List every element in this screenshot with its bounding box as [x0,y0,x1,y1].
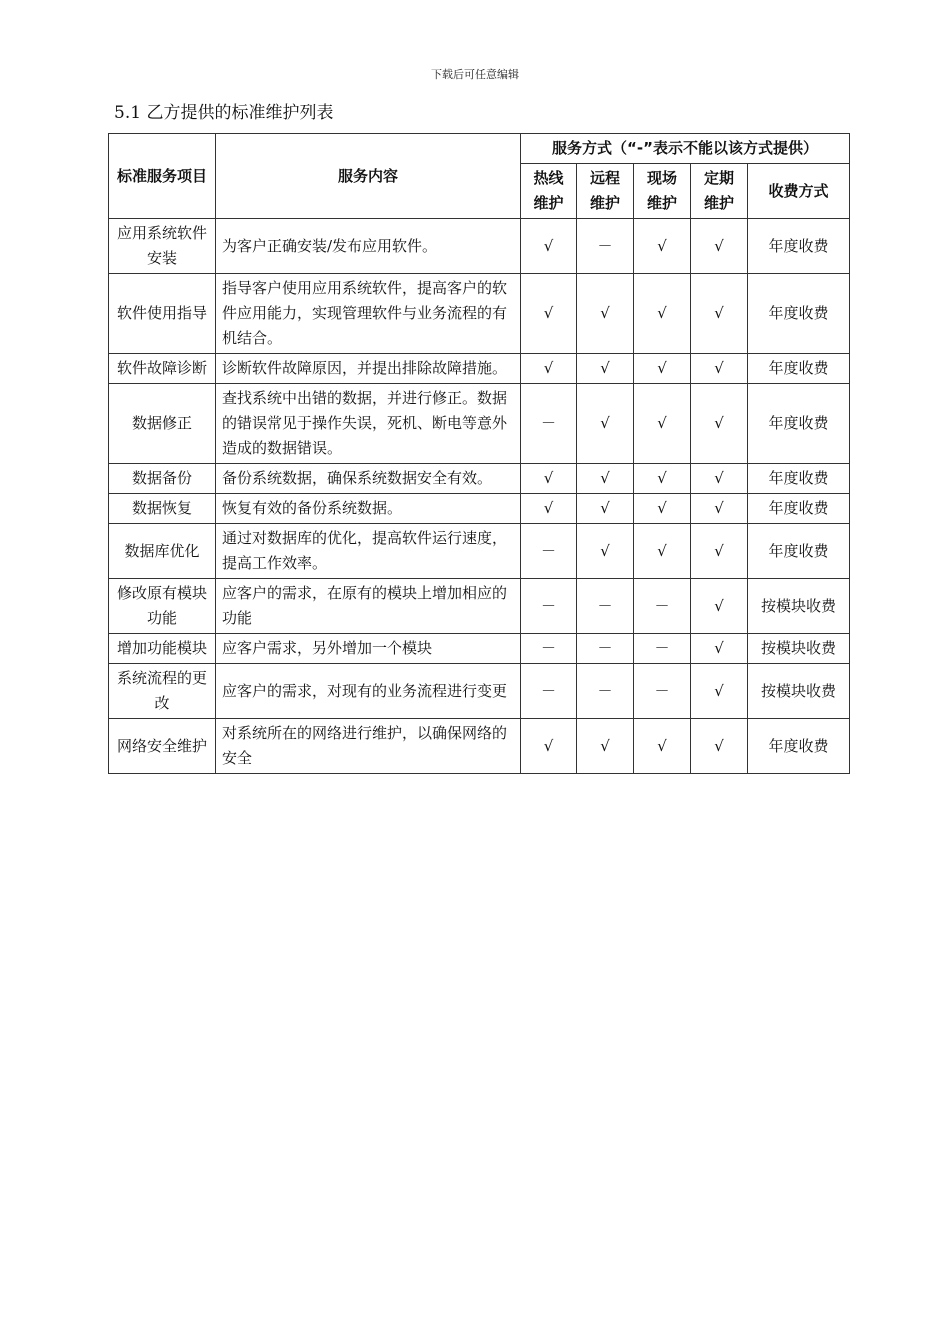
hotline-mark: － [521,384,577,464]
service-item: 修改原有模块功能 [109,579,216,634]
hotline-mark: － [521,634,577,664]
remote-mark: － [577,664,634,719]
header-fee: 收费方式 [748,164,850,219]
service-item: 增加功能模块 [109,634,216,664]
fee-method: 年度收费 [748,719,850,774]
remote-mark: √ [577,524,634,579]
periodic-mark: √ [691,579,748,634]
table-row [109,634,850,664]
service-content: 对系统所在的网络进行维护，以确保网络的安全 [216,719,521,774]
header-onsite: 现场维护 [634,164,691,219]
service-item: 系统流程的更改 [109,664,216,719]
periodic-mark: √ [691,664,748,719]
hotline-mark: － [521,524,577,579]
remote-mark: √ [577,274,634,354]
remote-mark: √ [577,354,634,384]
page-header-note: 下载后可任意编辑 [431,68,519,81]
table-row [109,384,850,464]
header-content: 服务内容 [216,134,521,219]
service-item: 数据库优化 [109,524,216,579]
periodic-mark: √ [691,384,748,464]
header-remote: 远程维护 [577,164,634,219]
header-mode-group: 服务方式（“-”表示不能以该方式提供） [521,134,850,164]
service-item: 数据恢复 [109,494,216,524]
remote-mark: － [577,579,634,634]
section-title: 5.1 乙方提供的标准维护列表 [114,103,334,123]
onsite-mark: √ [634,354,691,384]
service-item: 数据备份 [109,464,216,494]
onsite-mark: － [634,664,691,719]
table-row [109,494,850,524]
fee-method: 年度收费 [748,354,850,384]
hotline-mark: √ [521,219,577,274]
table-row [109,464,850,494]
service-content: 通过对数据库的优化，提高软件运行速度，提高工作效率。 [216,524,521,579]
header-periodic: 定期维护 [691,164,748,219]
maintenance-table [108,133,850,774]
table-row [109,719,850,774]
periodic-mark: √ [691,634,748,664]
periodic-mark: √ [691,524,748,579]
remote-mark: √ [577,494,634,524]
service-content: 指导客户使用应用系统软件，提高客户的软件应用能力，实现管理软件与业务流程的有机结合。 [216,274,521,354]
header-hotline: 热线维护 [521,164,577,219]
remote-mark: － [577,634,634,664]
remote-mark: √ [577,719,634,774]
onsite-mark: √ [634,384,691,464]
hotline-mark: √ [521,719,577,774]
fee-method: 按模块收费 [748,579,850,634]
service-content: 为客户正确安装/发布应用软件。 [216,219,521,274]
service-item: 网络安全维护 [109,719,216,774]
hotline-mark: － [521,579,577,634]
hotline-mark: √ [521,464,577,494]
table-row [109,579,850,634]
periodic-mark: √ [691,219,748,274]
table-row [109,524,850,579]
table-row [109,274,850,354]
fee-method: 年度收费 [748,494,850,524]
periodic-mark: √ [691,464,748,494]
remote-mark: √ [577,464,634,494]
onsite-mark: － [634,634,691,664]
service-content: 应客户的需求，在原有的模块上增加相应的功能 [216,579,521,634]
service-item: 软件故障诊断 [109,354,216,384]
onsite-mark: － [634,579,691,634]
table-row [109,219,850,274]
hotline-mark: √ [521,274,577,354]
periodic-mark: √ [691,274,748,354]
service-content: 备份系统数据，确保系统数据安全有效。 [216,464,521,494]
hotline-mark: √ [521,494,577,524]
service-content: 查找系统中出错的数据，并进行修正。数据的错误常见于操作失误，死机、断电等意外造成的数据错误。 [216,384,521,464]
service-content: 应客户的需求，对现有的业务流程进行变更 [216,664,521,719]
table-row [109,354,850,384]
fee-method: 年度收费 [748,384,850,464]
service-content: 恢复有效的备份系统数据。 [216,494,521,524]
fee-method: 年度收费 [748,464,850,494]
table-row [109,664,850,719]
service-item: 应用系统软件安装 [109,219,216,274]
periodic-mark: √ [691,494,748,524]
service-content: 诊断软件故障原因，并提出排除故障措施。 [216,354,521,384]
service-item: 软件使用指导 [109,274,216,354]
service-content: 应客户需求，另外增加一个模块 [216,634,521,664]
fee-method: 年度收费 [748,524,850,579]
hotline-mark: √ [521,354,577,384]
fee-method: 按模块收费 [748,634,850,664]
fee-method: 按模块收费 [748,664,850,719]
periodic-mark: √ [691,354,748,384]
periodic-mark: √ [691,719,748,774]
hotline-mark: － [521,664,577,719]
service-item: 数据修正 [109,384,216,464]
header-item: 标准服务项目 [109,134,216,219]
onsite-mark: √ [634,494,691,524]
fee-method: 年度收费 [748,219,850,274]
onsite-mark: √ [634,274,691,354]
remote-mark: － [577,219,634,274]
fee-method: 年度收费 [748,274,850,354]
onsite-mark: √ [634,464,691,494]
remote-mark: √ [577,384,634,464]
onsite-mark: √ [634,719,691,774]
onsite-mark: √ [634,219,691,274]
onsite-mark: √ [634,524,691,579]
